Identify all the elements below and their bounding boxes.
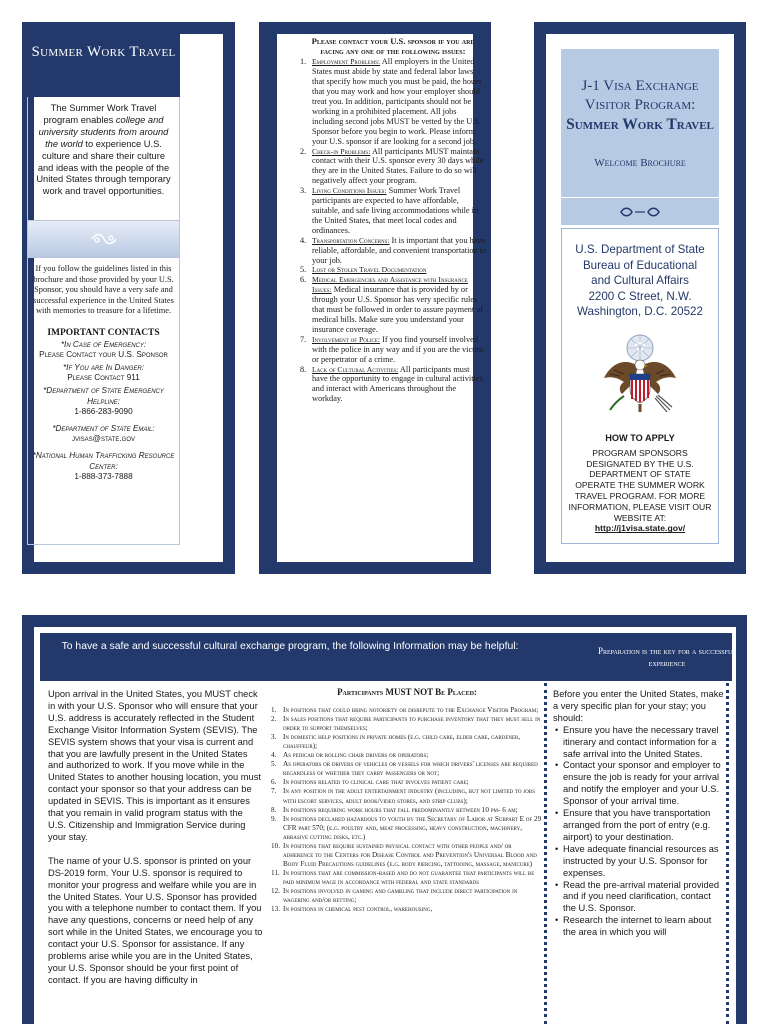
contact-value[interactable]: jvisas@state.gov (71, 434, 136, 444)
brochure-title (561, 49, 719, 197)
preparation-item: • Ensure that you have transportation arranged from the port of entry (e.g. airport) to your destination. (553, 808, 725, 844)
issue-item (300, 57, 487, 146)
issue-number: 7. (300, 334, 307, 344)
contact-value: 1-888-373-7888 (74, 472, 133, 482)
placement-text: As operators or drivers of vehicles or vessels for which drivers' licenses are required regardless of whether they carry passengers or not; (283, 760, 538, 778)
contact-value: Please Contact 911 (67, 373, 140, 383)
apply-text: PROGRAM SPONSORS DESIGNATED BY THE U.S. DEPARTMENT OF STATE OPERATE THE SUMMER WORK TRAVEL PROGRAM. FOR MORE INFORMATION, PLEASE VISIT OUR WEBSITE AT: (568, 447, 712, 523)
address-line: 2200 C Street, N.W. (588, 289, 692, 303)
preparation-item: • Research the internet to learn about the area in which you will (553, 915, 725, 939)
issue-item (300, 364, 487, 405)
placement-item (271, 842, 543, 869)
address-line: U.S. Department of State (575, 243, 705, 256)
placement-number: 13. (271, 905, 280, 914)
contact-item (32, 340, 175, 361)
placement-item (271, 778, 543, 787)
placement-text: As pedicab or rolling chair drivers or operators; (283, 751, 429, 760)
placement-number: 12. (271, 886, 280, 895)
placement-item (271, 706, 543, 715)
issue-text: Medical insurance that is provided by or through your U.S. Sponsor has very specific rules that must be followed in order to assure payment of medical bills. Make sure you understand your insurance coverage. (312, 285, 484, 334)
website-link[interactable]: http://j1visa.state.gov/ (594, 523, 686, 534)
issue-title: Medical Emergencies and Assistance with Insurance Issues: (312, 275, 468, 295)
placement-text: In positions declared hazardous to youth by the Secretary of Labor at Subpart E of 29 CFR part 570; (e.g. poultry and, meat processing, heavy construction, machinery, abrasive cutting disks, etc.) (283, 814, 542, 841)
contact-label: *If You are In Danger: (62, 362, 144, 372)
issue-number: 4. (300, 235, 307, 245)
issue-title: Employment Problems: (312, 57, 381, 67)
placement-list (271, 706, 543, 914)
panel-left-title: Summer Work Travel (27, 27, 180, 97)
contact-label: *Department of State Emergency Helpline: (43, 385, 164, 406)
placement-text: In any position in the adult entertainment industry (including, but not limited to jobs with escort services, adult book/video stores, and strip clubs); (283, 787, 536, 805)
issue-title: Lack of Cultural Activities: (312, 364, 399, 374)
ornament-icon (618, 205, 662, 219)
intro-part2: to experience U.S. culture and share their culture and ideas with the people of the United States through temporary work and travel opportunities. (36, 138, 171, 197)
contacts-box (27, 257, 180, 545)
dotted-border-right (726, 683, 730, 1024)
title-line-1: J-1 Visa Exchange (581, 78, 699, 94)
address-line: Washington, D.C. 20522 (577, 305, 703, 319)
issue-item (300, 146, 487, 187)
placement-text: In positions requiring work hours that fall predominantly between 10 pm- 6 am; (283, 805, 518, 814)
issue-text: All participants must have the opportunity to engage in cultural activities and interact with Americans throughout the workday. (312, 364, 483, 404)
issue-text: All participants MUST maintain contact with their U.S. sponsor every 30 days while they are in the United States. Failure to do so will negatively affect your program. (312, 146, 484, 186)
placement-number: 11. (271, 868, 280, 877)
placement-item (271, 733, 543, 751)
great-seal-icon (600, 332, 680, 418)
preparation-item: • Read the pre-arrival material provided and if you need clarification, contact the U.S. Sponsor. (553, 880, 725, 916)
title-line-3: Summer Work Travel (566, 116, 714, 133)
placement-text: In positions in chemical pest control, warehousing, (283, 905, 433, 914)
arrival-paragraph: Upon arrival in the United States, you MUST check in with your U.S. Sponsor who will ensure that your U.S. address is accurately reflected in the Student Exchange Visitor Information System (SEVIS). The SEVIS system shows that your visa is current and that you are lawfully present in the United States and authorized to work. If you move while in the United States to another housing location, you must contact your sponsor so that your address can be updated in SEVIS. This is important as it ensures that you remain in valid program status with the U.S. Citizenship and Immigration Service during your stay. (48, 689, 261, 842)
issue-text: Summer Work Travel participants are expected to have affordable, suitable, and safe living accommodations while in the United States, that meet local codes and ordinances. (312, 186, 479, 235)
placement-item (271, 887, 543, 905)
issues-ol (299, 57, 487, 404)
preparation-item: • Ensure you have the necessary travel itinerary and contact information for a safe arrival into the United States. (553, 725, 725, 761)
contacts-heading: IMPORTANT CONTACTS (47, 327, 160, 338)
placement-number: 4. (271, 751, 277, 760)
issues-heading: Please contact your U.S. sponsor if you are facing any one of the following issues: (311, 36, 475, 57)
intro-part1: The Summer Work Travel program enables (43, 103, 157, 125)
sponsor-paragraph: The name of your U.S. sponsor is printed on your DS-2019 form. Your U.S. sponsor is required to monitor your progress and welfare while you are in the United States. Your U.S. Sponsor has provided you with a telephone number to contact them. If you have any questions, concerns or need help of any sort while in the United States, we encourage you to contact your U.S. Sponsor for assistance. If any problems arise while you are in the United States, your U.S. Sponsor should be your first point of contact. If you are having difficulty in (48, 855, 263, 985)
issue-title: Check-in Problems: (312, 146, 371, 156)
issue-text: All employers in the United States must abide by state and federal labor laws that specify how much you must be paid, the hours that you may work and how your employer should treat you. In addition, participants should not be working in a prohibited placement. All jobs including second jobs MUST be vetted by the U.S. Sponsor before you begin to work. Please inform your U.S. sponsor if are looking for a second job. (312, 57, 482, 146)
placement-item (271, 787, 543, 805)
contact-item (32, 424, 175, 445)
contact-item (32, 386, 175, 418)
placement-item (271, 815, 543, 842)
placement-number: 10. (271, 841, 280, 850)
welcome-label: Welcome Brochure (594, 157, 686, 169)
contact-value: Please Contact your U.S. Sponsor (39, 350, 168, 360)
contact-item (32, 451, 175, 483)
placement-item (271, 760, 543, 778)
placement-item (271, 715, 543, 733)
issue-text: It is important that you have reliable, affordable, and convenient transportation to your job. (312, 235, 487, 265)
placement-number: 5. (271, 760, 277, 769)
issue-number: 8. (300, 364, 307, 374)
issue-item (300, 334, 487, 365)
issue-item (300, 265, 487, 275)
address-block (562, 242, 718, 320)
placement-number: 2. (271, 715, 277, 724)
address-line: Bureau of Educational (582, 258, 698, 272)
placement-number: 1. (271, 706, 277, 715)
placement-number: 9. (271, 814, 277, 823)
preparation-intro: Before you enter the United States, make a very specific plan for your stay; you should: (553, 689, 724, 723)
preparation-item: • Have adequate financial resources as instructed by your U.S. Sponsor for expenses. (553, 844, 725, 880)
preparation-column (553, 689, 725, 939)
placement-item (271, 806, 543, 815)
ornament-icon (90, 232, 118, 246)
placement-text: In domestic help positions in private homes (e.g. child care, elder care, gardener, chauffeur); (283, 733, 521, 751)
issue-number: 6. (300, 275, 307, 285)
issue-number: 3. (300, 186, 307, 196)
placement-heading: Participants MUST NOT Be Placed: (337, 687, 477, 697)
guidelines-text: If you follow the guidelines listed in this brochure and those provided by your U.S. Sponsor, you should have a very safe and successful experience in the United States with memories to treasure for a lifetime. (33, 264, 174, 316)
intro-emphasis: college and university students from around the world (38, 114, 169, 149)
issue-number: 1. (300, 57, 307, 67)
ornament-divider (27, 221, 180, 257)
placement-column (271, 688, 543, 914)
issue-title: Lost or Stolen Travel Documentation (312, 265, 427, 275)
issue-item (300, 186, 487, 236)
bottom-header (40, 633, 736, 681)
issues-list (299, 36, 487, 404)
contact-item (32, 363, 175, 384)
title-line-2: Visitor Program: (584, 97, 696, 113)
contact-value: 1-866-283-9090 (74, 407, 133, 417)
preparation-list (553, 725, 725, 939)
issue-number: 2. (300, 146, 307, 156)
placement-number: 8. (271, 805, 277, 814)
placement-item (271, 869, 543, 887)
header-right-text: Preparation is the key for a successful experience (598, 646, 736, 668)
issue-text: If you find yourself involved with the police in any way and if you are the victim or perpetrator of a crime. (312, 334, 484, 364)
placement-text: In positions involved in gaming and gambling that include direct participation in wagering and/or betting; (283, 886, 518, 905)
preparation-item: • Contact your sponsor and employer to ensure the job is ready for your arrival and notify the employer and your U.S. Sponsor of your arrival time. (553, 760, 725, 808)
placement-number: 3. (271, 733, 277, 742)
placement-number: 7. (271, 787, 277, 796)
address-box (561, 228, 719, 544)
issue-number: 5. (300, 265, 307, 275)
how-to-apply (562, 433, 718, 534)
contact-label: *Department of State Email: (52, 423, 155, 433)
placement-text: In positions that are commission-based and do not guarantee that participants will be paid minimum wage in accordance with federal and state standards (283, 868, 535, 886)
placement-text: In positions that could bring notoriety or disrepute to the Exchange Visitor Program; (283, 706, 539, 715)
placement-item (271, 905, 543, 914)
address-line: and Cultural Affairs (591, 274, 689, 288)
intro-text (27, 97, 180, 221)
issue-item (300, 235, 487, 266)
issue-title: Transportation Concerns: (312, 235, 390, 245)
contact-label: *In Case of Emergency: (60, 339, 147, 349)
placement-text: In sales positions that require participants to purchase inventory that they must sell in order to support themselves; (283, 715, 541, 733)
placement-number: 6. (271, 778, 277, 787)
issue-item (300, 275, 487, 334)
arrival-column (48, 689, 263, 999)
issue-title: Living Conditions Issues: (312, 186, 387, 196)
placement-item (271, 751, 543, 760)
ornament-divider-right (561, 197, 719, 225)
dotted-divider (544, 683, 548, 1024)
placement-text: In positions that require sustained physical contact with other people and/ or adherence to the Centers for Disease Control and Prevention's Universal Blood and Body Fluid Precautions guidelines (e.g. body piercing, tattooing, massage, manicure) (283, 841, 537, 868)
apply-heading: HOW TO APPLY (605, 432, 675, 443)
contact-label: *National Human Trafficking Resource Center: (32, 450, 175, 471)
header-left-text: To have a safe and successful cultural exchange program, the following Information may be helpful: (61, 641, 519, 652)
placement-text: In positions related to clinical care that involves patient care; (283, 778, 469, 787)
issue-title: Involvement of Police: (312, 334, 381, 344)
